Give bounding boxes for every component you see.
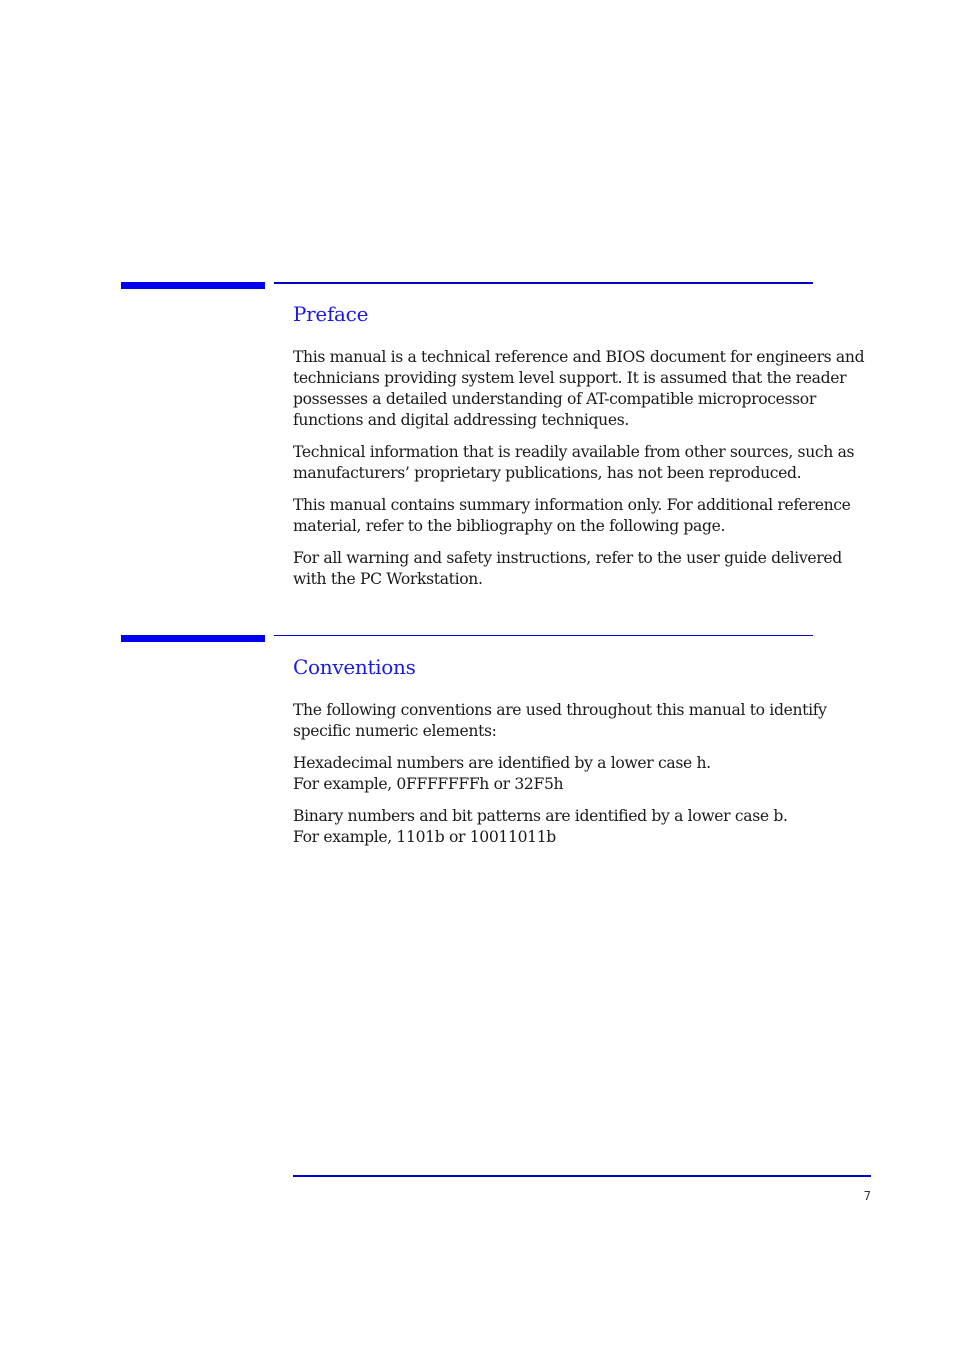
footer-rule — [293, 1175, 871, 1177]
conventions-line: Hexadecimal numbers are identified by a lower case h. — [293, 754, 711, 772]
conventions-paragraph — [293, 806, 873, 848]
conventions-line: specific numeric elements: — [293, 722, 497, 740]
preface-paragraph — [293, 442, 873, 484]
preface-line: manufacturers’ proprietary publications, has not been reproduced. — [293, 464, 802, 482]
preface-line: possesses a detailed understanding of AT-compatible microprocessor — [293, 390, 816, 408]
conventions-body — [293, 700, 873, 859]
conventions-line: For example, 0FFFFFFFh or 32F5h — [293, 775, 564, 793]
preface-line: For all warning and safety instructions, refer to the user guide delivered — [293, 549, 842, 567]
conventions-line: Binary numbers and bit patterns are identified by a lower case b. — [293, 807, 788, 825]
page-number: 7 — [863, 1189, 871, 1203]
preface-line: with the PC Workstation. — [293, 570, 483, 588]
conventions-line: The following conventions are used throughout this manual to identify — [293, 701, 827, 719]
preface-paragraph — [293, 548, 873, 590]
preface-line: This manual contains summary information only. For additional reference — [293, 496, 851, 514]
preface-line: This manual is a technical reference and BIOS document for engineers and — [293, 348, 865, 366]
preface-section-rule — [274, 282, 813, 284]
preface-line: technicians providing system level support. It is assumed that the reader — [293, 369, 847, 387]
preface-line: functions and digital addressing techniques. — [293, 411, 629, 429]
conventions-heading: Conventions — [293, 655, 416, 679]
conventions-section-rule — [274, 635, 813, 636]
preface-paragraph — [293, 347, 873, 431]
conventions-section-bar — [121, 635, 265, 642]
preface-heading: Preface — [293, 302, 369, 326]
preface-body — [293, 347, 873, 601]
conventions-line: For example, 1101b or 10011011b — [293, 828, 556, 846]
preface-section-bar — [121, 282, 265, 289]
preface-line: Technical information that is readily available from other sources, such as — [293, 443, 855, 461]
conventions-paragraph — [293, 700, 873, 742]
conventions-paragraph — [293, 753, 873, 795]
preface-line: material, refer to the bibliography on the following page. — [293, 517, 726, 535]
preface-paragraph — [293, 495, 873, 537]
